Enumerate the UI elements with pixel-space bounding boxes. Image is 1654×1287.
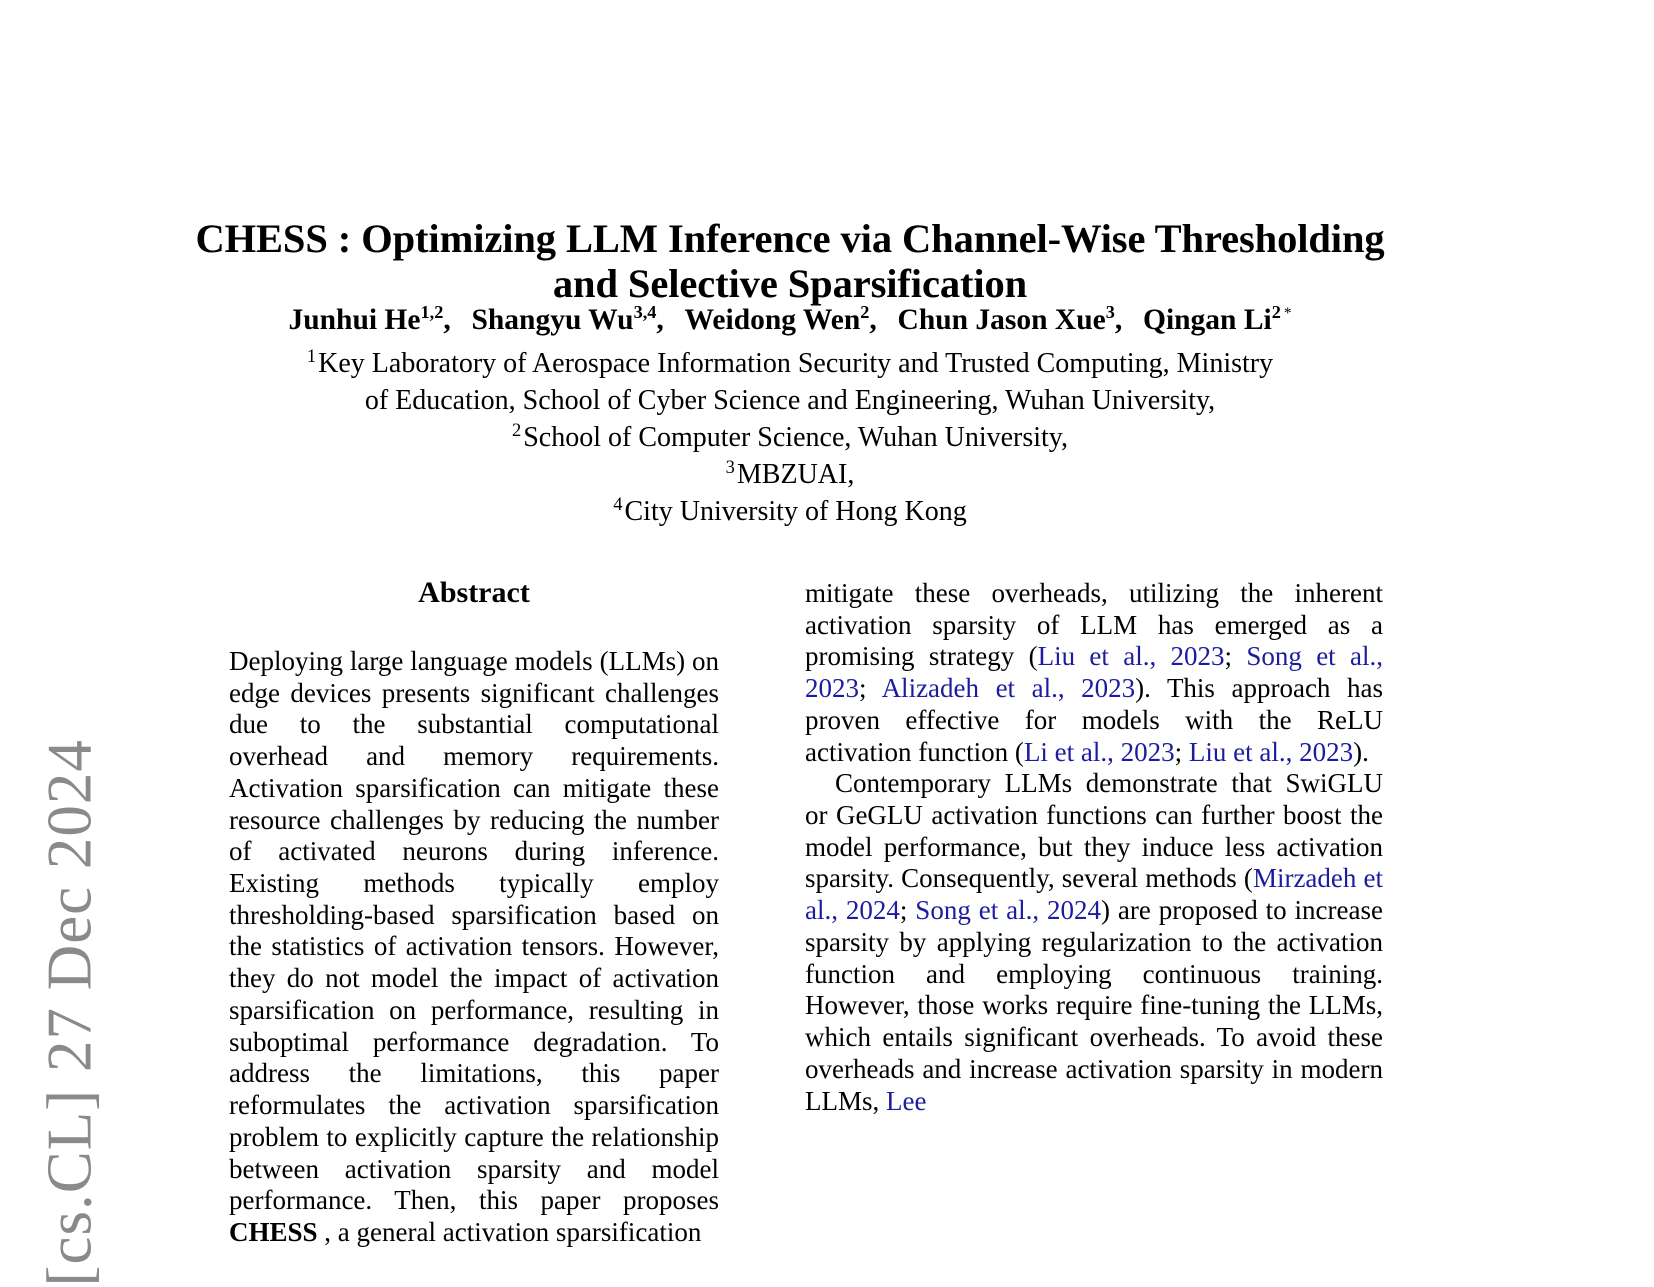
affiliation-marker: 2	[511, 419, 522, 440]
arxiv-identifier-stamp: [cs.CL] 27 Dec 2024	[34, 739, 105, 1287]
author-name: Shangyu Wu	[471, 304, 634, 336]
affiliation-line	[180, 345, 1400, 382]
author-name: Chun Jason Xue	[897, 304, 1106, 336]
author-entry	[685, 304, 870, 336]
author-list	[180, 303, 1400, 338]
abstract-text: Deploying large language models (LLMs) on edge devices presents significant challenges due to the substantial computational overhead and memory requirements. Activation sparsification can mitigate these resource challenges by reducing the number of activated neurons during inference. Existing methods typically employ thresholding-based sparsification based on the statistics of activation tensors. However, they do not model the impact of activation sparsification on performance, resulting in suboptimal performance degradation. To address the limitations, this paper reformulates the activation sparsification problem to explicitly capture the relationship between activation sparsity and model performance. Then, this paper proposes	[229, 646, 719, 1216]
paragraph-text: ).	[1353, 736, 1369, 767]
citation-link-song-2023[interactable]: Song et al., 2023	[805, 641, 1383, 704]
method-name-bold: CHESS	[229, 1216, 318, 1247]
corresponding-author-marker: *	[1283, 305, 1292, 323]
author-entry	[898, 304, 1115, 336]
author-separator: ,	[443, 304, 472, 336]
abstract-heading: Abstract	[418, 576, 530, 609]
citation-link-song-2024[interactable]: Song et al., 2024	[915, 895, 1101, 926]
affiliation-text: Key Laboratory of Aerospace Information Security and Trusted Computing, Ministry	[318, 348, 1274, 379]
author-affiliation-marker: 1,2	[420, 302, 444, 323]
affiliation-text: School of Computer Science, Wuhan University,	[523, 422, 1068, 454]
author-affiliation-marker: 3	[1105, 302, 1115, 323]
author-entry	[288, 304, 443, 336]
abstract-text-continued: , a general activation sparsification	[317, 1216, 702, 1247]
author-entry	[471, 304, 656, 336]
author-name: Qingan Li	[1143, 304, 1272, 336]
author-entry	[1143, 304, 1292, 336]
citation-link-li-2023[interactable]: Li et al., 2023	[1023, 736, 1175, 767]
affiliation-text: MBZUAI,	[736, 459, 855, 491]
citation-link-liu-2023[interactable]: Liu et al., 2023	[1037, 641, 1225, 672]
affiliation-text: City University of Hong Kong	[624, 496, 967, 528]
citation-link-liu-2023-b[interactable]: Liu et al., 2023	[1188, 736, 1354, 767]
affiliation-marker: 3	[725, 456, 735, 477]
page-title: CHESS : Optimizing LLM Inference via Channel-Wise Thresholding and Selective Sparsification	[195, 216, 1385, 307]
author-separator: ,	[656, 304, 685, 336]
author-separator: ,	[869, 304, 898, 336]
intro-paragraph-1	[805, 578, 1383, 768]
author-name: Junhui He	[288, 304, 421, 336]
citation-separator: ;	[1224, 641, 1247, 672]
affiliation-line	[180, 456, 1400, 493]
affiliation-line	[180, 493, 1400, 530]
affiliation-marker: 1	[306, 345, 317, 366]
introduction-column	[805, 578, 1383, 1117]
affiliation-line	[180, 419, 1400, 456]
author-affiliation-marker: 2	[1271, 302, 1281, 323]
abstract-column	[229, 578, 719, 1249]
citation-separator: ;	[859, 673, 882, 704]
affiliation-marker: 4	[613, 494, 623, 515]
citation-link-lee[interactable]: Lee	[886, 1085, 927, 1116]
paragraph-text: ) are proposed to increase sparsity by applying regularization to the activation function and employing continuous training. However, those works require fine-tuning the LLMs, which entails significant overheads. To avoid these overheads and increase activation sparsity in modern LLMs,	[805, 895, 1383, 1116]
citation-link-mirzadeh-2024[interactable]: Mirzadeh et al., 2024	[805, 863, 1384, 926]
citation-link-alizadeh-2023[interactable]: Alizadeh et al., 2023	[881, 673, 1136, 704]
paragraph-text: Contemporary LLMs demonstrate that SwiGLU or GeGLU activation functions can further boost the model performance, but they induce less activation sparsity. Consequently, several methods (	[805, 768, 1383, 894]
abstract-paragraph	[229, 646, 719, 1249]
citation-separator: ;	[1174, 736, 1189, 767]
citation-separator: ;	[899, 895, 916, 926]
author-name: Weidong Wen	[684, 304, 861, 336]
paragraph-text: mitigate these overheads, utilizing the inherent activation sparsity of LLM has emerged as a promising strategy (	[805, 578, 1383, 672]
affiliation-text: of Education, School of Cyber Science and Engineering, Wuhan University,	[364, 385, 1216, 417]
paragraph-text: ). This approach has proven effective for models with the ReLU activation function (	[805, 673, 1383, 767]
affiliation-block	[180, 345, 1400, 530]
author-affiliation-marker: 2	[860, 302, 870, 323]
author-separator: ,	[1114, 304, 1143, 336]
affiliation-line	[180, 382, 1400, 419]
intro-paragraph-2	[805, 768, 1383, 1117]
author-affiliation-marker: 3,4	[633, 302, 657, 323]
